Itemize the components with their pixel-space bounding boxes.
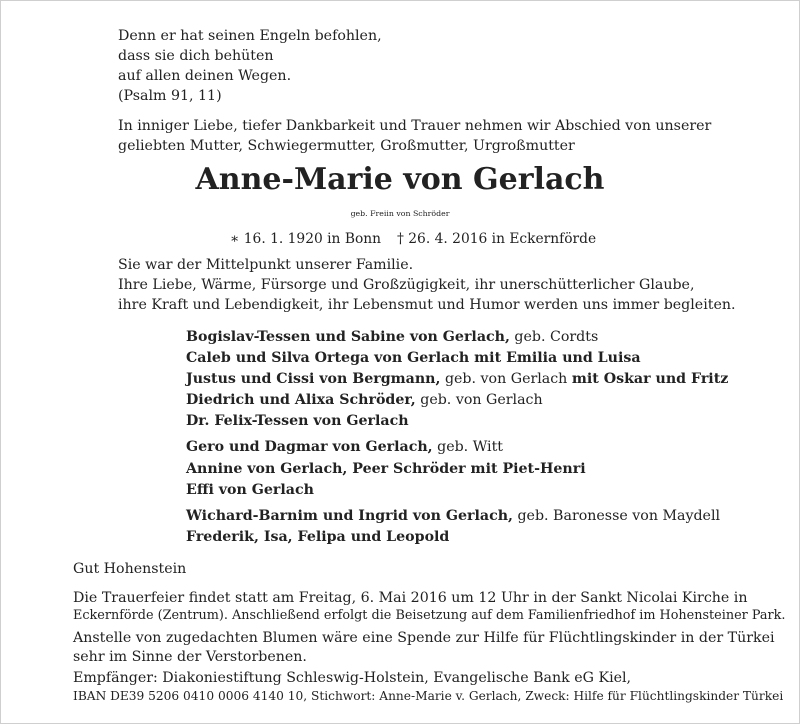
tribute-line: Sie war der Mittelpunkt unserer Familie. xyxy=(118,257,414,273)
psalm-line: Denn er hat seinen Engeln befohlen, xyxy=(118,28,382,44)
birth-name: geb. Freiin von Schröder xyxy=(350,209,450,218)
ceremony-line: Eckernförde (Zentrum). Anschließend erfolgt die Beisetzung auf dem Familienfriedhof im Hohensteiner Park. xyxy=(73,608,786,623)
deceased-name: Anne-Marie von Gerlach xyxy=(195,162,605,197)
mourner-names: Frederik, Isa, Felipa und Leopold xyxy=(186,529,450,545)
mourner-names: Dr. Felix-Tessen von Gerlach xyxy=(186,413,409,429)
mourner-line xyxy=(186,414,409,428)
mourner-line xyxy=(186,393,543,407)
mourner-line xyxy=(186,330,598,344)
bank-line: IBAN DE39 5206 0410 0006 4140 10, Stichwort: Anne-Marie v. Gerlach, Zweck: Hilfe für Flüchtlingskinder Türkei xyxy=(73,689,784,703)
maiden-name: geb. Witt xyxy=(432,439,503,455)
mourner-children: mit Oskar und Fritz xyxy=(571,371,729,387)
mourner-names: Justus und Cissi von Bergmann, xyxy=(186,371,441,387)
intro-line: In inniger Liebe, tiefer Dankbarkeit und Trauer nehmen wir Abschied von unserer xyxy=(118,118,712,134)
mourner-names: Effi von Gerlach xyxy=(186,482,314,498)
mourner-line xyxy=(186,509,720,523)
bank-line: Empfänger: Diakoniestiftung Schleswig-Holstein, Evangelische Bank eG Kiel, xyxy=(73,670,632,686)
mourner-names: Wichard-Barnim und Ingrid von Gerlach, xyxy=(186,508,513,524)
death-date: † 26. 4. 2016 in Eckernförde xyxy=(397,231,597,247)
maiden-name: geb. von Gerlach xyxy=(415,392,543,408)
mourner-line xyxy=(186,351,641,365)
tribute-line: Ihre Liebe, Wärme, Fürsorge und Großzügigkeit, ihr unerschütterlicher Glaube, xyxy=(118,277,695,293)
mourner-names: Annine von Gerlach, Peer Schröder mit Piet-Henri xyxy=(186,461,586,477)
maiden-name: geb. Baronesse von Maydell xyxy=(512,508,721,524)
mourner-names: Diedrich und Alixa Schröder, xyxy=(186,392,416,408)
maiden-name: geb. von Gerlach xyxy=(440,371,572,387)
psalm-line: auf allen deinen Wegen. xyxy=(118,68,292,84)
donation-line: sehr im Sinne der Verstorbenen. xyxy=(73,649,307,665)
maiden-name: geb. Cordts xyxy=(509,329,599,345)
ceremony-line: Die Trauerfeier findet statt am Freitag, 6. Mai 2016 um 12 Uhr in der Sankt Nicolai Kirche in xyxy=(73,590,748,606)
psalm-reference: (Psalm 91, 11) xyxy=(118,88,222,104)
intro-line: geliebten Mutter, Schwiegermutter, Großmutter, Urgroßmutter xyxy=(118,138,575,154)
place-line: Gut Hohenstein xyxy=(73,561,187,577)
mourner-line xyxy=(186,462,586,476)
birth-date: ∗ 16. 1. 1920 in Bonn xyxy=(230,231,382,247)
mourner-names: Caleb und Silva Ortega von Gerlach mit Emilia und Luisa xyxy=(186,350,641,366)
psalm-line: dass sie dich behüten xyxy=(118,48,274,64)
tribute-line: ihre Kraft und Lebendigkeit, ihr Lebensmut und Humor werden uns immer begleiten. xyxy=(118,297,736,313)
mourner-line xyxy=(186,372,728,386)
mourner-line xyxy=(186,483,314,497)
mourner-line xyxy=(186,530,449,544)
mourner-names: Gero und Dagmar von Gerlach, xyxy=(186,439,433,455)
donation-line: Anstelle von zugedachten Blumen wäre eine Spende zur Hilfe für Flüchtlingskinder in der Türkei xyxy=(73,630,775,646)
mourner-line xyxy=(186,440,503,454)
mourner-names: Bogislav-Tessen und Sabine von Gerlach, xyxy=(186,329,510,345)
